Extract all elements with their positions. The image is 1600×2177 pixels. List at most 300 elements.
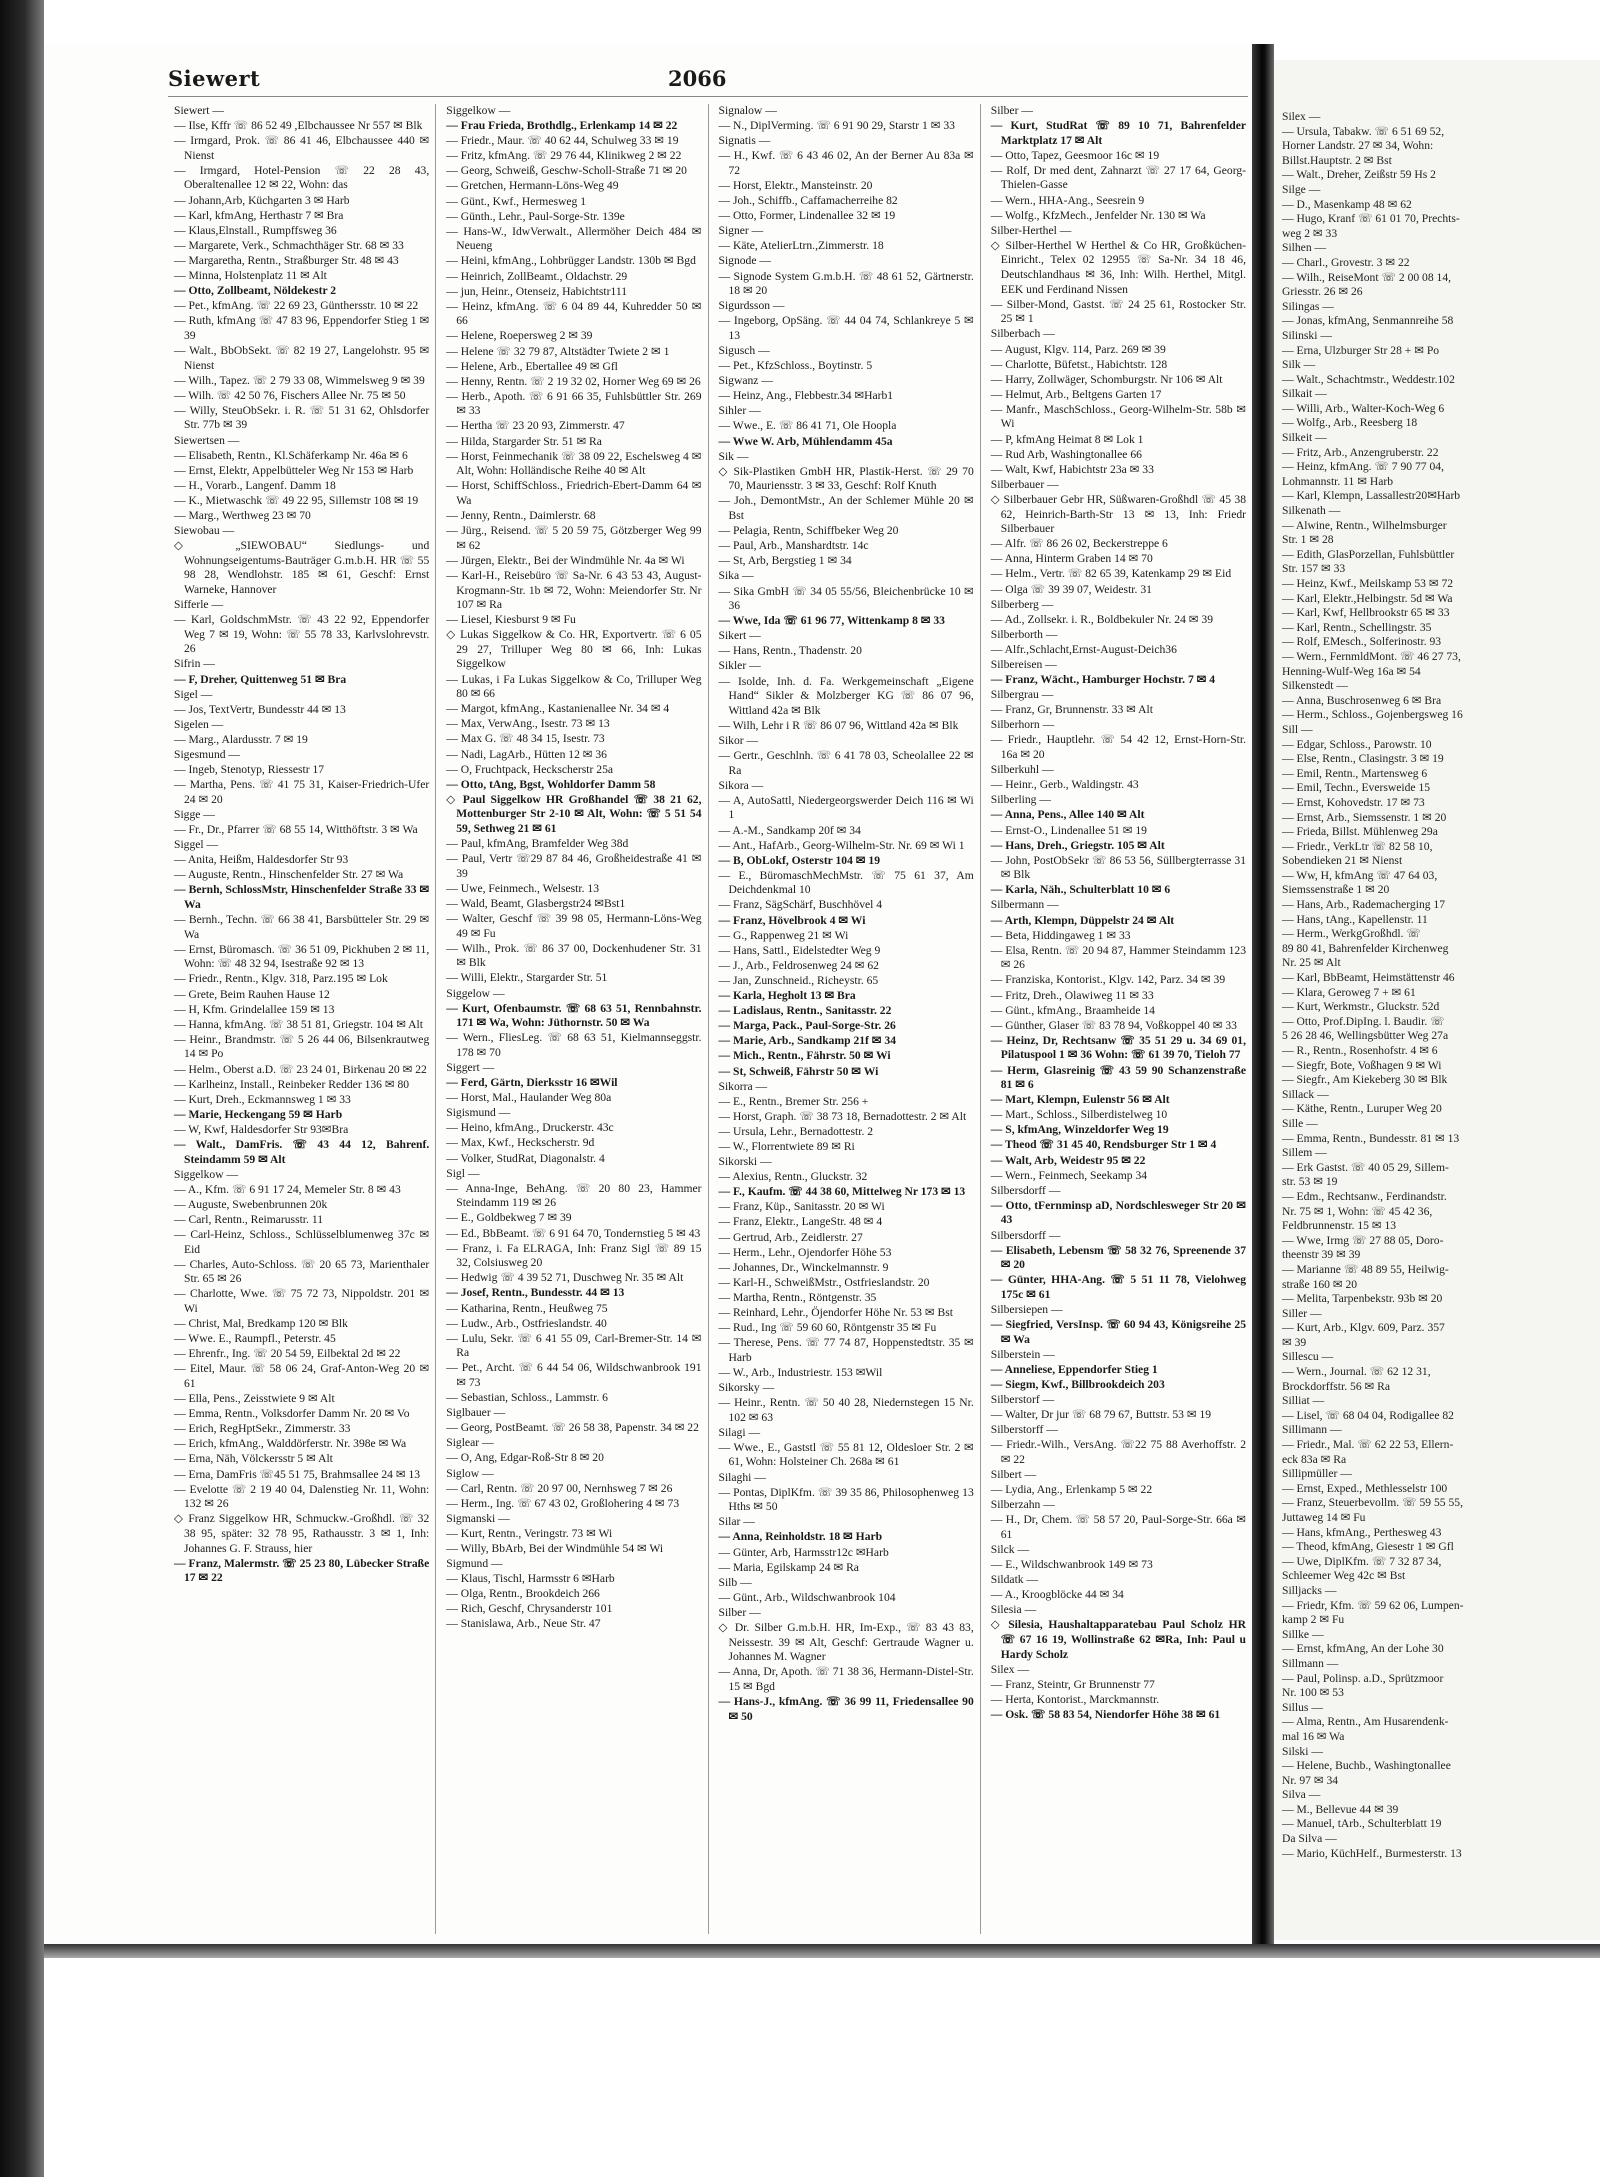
- surname-heading: Silberling —: [990, 793, 1051, 807]
- surname-heading: Sik —: [718, 449, 749, 463]
- surname-heading: Signalow —: [718, 104, 777, 117]
- directory-entry: — Rolf, Dr med dent, Zahnarzt ☏ 27 17 64, Georg-Thielen-Gasse: [990, 163, 1246, 192]
- surname-heading: Silber —: [718, 1605, 761, 1619]
- directory-entry: — Pontas, DiplKfm. ☏ 39 35 86, Philosophenweg 13 Hths ✉ 50: [718, 1485, 974, 1514]
- directory-entry: — Fritz, kfmAng. ☏ 29 76 44, Klinikweg 2 ✉ 22: [446, 149, 682, 163]
- directory-entry: — Bernh, SchlossMstr, Hinschenfelder Straße 33 ✉ Wa: [174, 883, 430, 911]
- directory-entry: — Max, Kwf., Heckscherstr. 9d: [446, 1136, 595, 1150]
- directory-entry: — H., Dr, Chem. ☏ 58 57 20, Paul-Sorge-Str. 66a ✉ 61: [990, 1513, 1246, 1541]
- surname-heading: Sifrin —: [174, 657, 215, 671]
- directory-entry: — Rud Arb, Washingtonallee 66: [990, 447, 1142, 461]
- directory-entry: — Bernh., Techn. ☏ 66 38 41, Barsbütteler Str. 29 ✉ Wa: [174, 913, 430, 941]
- facing-page-line: Silk —: [1282, 358, 1316, 372]
- directory-entry: — Nadi, LagArb., Hütten 12 ✉ 36: [446, 747, 607, 761]
- directory-entry: — jun, Heinr., Otenseiz, Habichtstr111: [446, 284, 627, 298]
- directory-entry: — Wwe., E. ☏ 86 41 71, Ole Hoopla: [718, 419, 897, 433]
- directory-entry: — Ladislaus, Rentn., Sanitasstr. 22: [718, 1004, 892, 1018]
- directory-entry: — Olga, Rentn., Brookdeich 266: [446, 1587, 600, 1601]
- directory-entry: — Jos, TextVertr, Bundesstr 44 ✉ 13: [174, 702, 346, 716]
- directory-entry: ◇ Paul Siggelkow HR Großhandel ☏ 38 21 62, Mottenburger Str 2-10 ✉ Alt, Wohn: ☏ 5 51 54 59, Sethweg 21 ✉ 61: [446, 792, 702, 835]
- directory-entry: — Walt, Arb, Weidestr 95 ✉ 22: [990, 1153, 1146, 1167]
- directory-entry: — Elisabeth, Lebensm ☏ 58 32 76, Spreenende 37 ✉ 20: [990, 1243, 1246, 1272]
- facing-page-line: Griesstr. 26 ✉ 26: [1282, 285, 1363, 299]
- directory-entry: — Fritz, Dreh., Olawiweg 11 ✉ 33: [990, 988, 1154, 1002]
- surname-heading: Siewert —: [174, 104, 224, 117]
- directory-entry: — Wwe, Ida ☏ 61 96 77, Wittenkamp 8 ✉ 33: [718, 614, 945, 628]
- directory-entry: — Horst, Feinmechanik ☏ 38 09 22, Eschelsweg 4 ✉ Alt, Wohn: Holländische Reihe 40 ✉ Alt: [446, 449, 702, 478]
- directory-entry: — Georg, PostBeamt. ☏ 26 58 38, Papenstr. 34 ✉ 22: [446, 1421, 699, 1435]
- facing-page-line: Sillimann —: [1282, 1423, 1342, 1437]
- facing-page-line: — Paul, Polinsp. a.D., Sprützmoor: [1282, 1671, 1444, 1685]
- facing-page-line: Billst.Hauptstr. 2 ✉ Bst: [1282, 153, 1392, 167]
- facing-page-line: — Ernst, Arb., Siemssenstr. 1 ✉ 20: [1282, 810, 1447, 824]
- surname-heading: Siggel —: [174, 838, 219, 852]
- facing-page-line: Sillmann —: [1282, 1656, 1339, 1670]
- surname-heading: Silex —: [990, 1662, 1030, 1676]
- directory-entry: — Eitel, Maur. ☏ 58 06 24, Graf-Anton-Weg 20 ✉ 61: [174, 1362, 430, 1390]
- surname-heading: Sihler —: [718, 404, 761, 418]
- directory-entry: — W., Florrentwiete 89 ✉ Ri: [718, 1139, 855, 1153]
- surname-heading: Siggert —: [446, 1061, 495, 1074]
- surname-heading: Sikora —: [718, 778, 764, 792]
- directory-entry: — Kurt, Ofenbaumstr. ☏ 68 63 51, Rennbahnstr. 171 ✉ Wa, Wohn: Jüthornstr. 50 ✉ Wa: [446, 1001, 702, 1030]
- directory-entry: — Alexius, Rentn., Gluckstr. 32: [718, 1170, 868, 1184]
- directory-entry: — Hans-W., IdwVerwalt., Allermöher Deich 484 ✉ Neueng: [446, 224, 702, 253]
- directory-entry: — Anneliese, Eppendorfer Stieg 1: [990, 1362, 1158, 1376]
- facing-page-line: Sillke —: [1282, 1627, 1324, 1641]
- facing-page-line: Horner Landstr. 27 ✉ 34, Wohn:: [1282, 139, 1434, 153]
- directory-entry: — Alfr. ☏ 86 26 02, Beckerstreppe 6: [990, 537, 1168, 551]
- facing-page-line: Silinski —: [1282, 328, 1332, 342]
- directory-entry: — Ella, Pens., Zeisstwiete 9 ✉ Alt: [174, 1392, 335, 1406]
- directory-entry: — Signode System G.m.b.H. ☏ 48 61 52, Gärtnerstr. 18 ✉ 20: [718, 269, 974, 298]
- facing-page-line: Sille —: [1282, 1116, 1318, 1130]
- directory-entry: — Karlheinz, Install., Reinbeker Redder 136 ✉ 80: [174, 1077, 410, 1091]
- directory-entry: — Margaretha, Rentn., Straßburger Str. 48 ✉ 43: [174, 253, 399, 267]
- facing-page-line: Silljacks —: [1282, 1583, 1337, 1597]
- facing-page-line: Sillipmüller —: [1282, 1467, 1352, 1481]
- directory-entry: — Hilda, Stargarder Str. 51 ✉ Ra: [446, 434, 602, 448]
- surname-heading: Silberborth —: [990, 627, 1058, 641]
- directory-entry: ◇ „SIEWOBAU“ Siedlungs- und Wohnungseigentums-Bauträger G.m.b.H. HR ☏ 55 98 28, Wendlohstr. 185 ✉ 61, Geschf: Ernst Warneke, Hannover: [174, 539, 430, 596]
- facing-page-line: — Herm., WerkgGroßhdl. ☏: [1282, 927, 1421, 941]
- directory-entry: ◇ Sik-Plastiken GmbH HR, Plastik-Herst. ☏ 29 70 70, Mauriensstr. 3 ✉ 33, Geschf: Rolf Knuth: [718, 464, 974, 493]
- directory-entry: — Therese, Pens. ☏ 77 74 87, Hoppenstedtstr. 35 ✉ Harb: [718, 1336, 974, 1364]
- facing-page-line: Silliat —: [1282, 1394, 1325, 1408]
- directory-entry: — Joh., Schiffb., Caffamacherreihe 82: [718, 194, 898, 208]
- facing-page-line: — Siegfr, Bote, Voßhagen 9 ✉ Wi: [1282, 1058, 1442, 1072]
- facing-page-line: Brockdorffstr. 56 ✉ Ra: [1282, 1379, 1391, 1393]
- directory-entry: — Friedr., Rentn., Klgv. 318, Parz.195 ✉ Lok: [174, 972, 388, 986]
- directory-entry: — Horst, Graph. ☏ 38 73 18, Bernadottestr. 2 ✉ Alt: [718, 1109, 967, 1123]
- facing-page-line: — Karl, BbBeamt, Heimstättenstr 46: [1282, 971, 1455, 985]
- directory-entry: — J., Arb., Feldrosenweg 24 ✉ 62: [718, 958, 879, 972]
- directory-entry: — Lukas, i Fa Lukas Siggelkow & Co, Trilluper Weg 80 ✉ 66: [446, 672, 702, 701]
- facing-page-line: ✉ 39: [1282, 1335, 1307, 1349]
- facing-page-line: Silingas —: [1282, 299, 1334, 313]
- facing-page-line: Silhen —: [1282, 241, 1327, 255]
- facing-page-line: mal 16 ✉ Wa: [1282, 1729, 1345, 1743]
- directory-entry: — A., Kroogblöcke 44 ✉ 34: [990, 1588, 1124, 1602]
- directory-entry: — Karl, GoldschmMstr. ☏ 43 22 92, Eppendorfer Weg 7 ✉ 19, Wohn: ☏ 55 78 33, Karlvslohrevstr. 26: [174, 613, 430, 656]
- directory-entry: — A, AutoSattl, Niedergeorgswerder Deich 116 ✉ Wi 1: [718, 793, 974, 822]
- directory-entry: — Silber-Mond, Gastst. ☏ 24 25 61, Rostocker Str. 25 ✉ 1: [990, 297, 1246, 326]
- facing-page-line: — Franz, Steuerbevollm. ☏ 59 55 55,: [1282, 1496, 1463, 1510]
- directory-entry: — Karl, kfmAng, Herthastr 7 ✉ Bra: [174, 208, 344, 222]
- directory-entry: — Beta, Hiddingaweg 1 ✉ 33: [990, 928, 1131, 942]
- directory-entry: — Charles, Auto-Schloss. ☏ 20 65 73, Marienthaler Str. 65 ✉ 26: [174, 1257, 430, 1286]
- facing-page-line: — Ernst, Exped., Methlesselstr 100: [1282, 1481, 1448, 1495]
- directory-entry: — Hans, Rentn., Thadenstr. 20: [718, 644, 862, 658]
- directory-entry: — Friedr.-Wilh., VersAng. ☏22 75 88 Averhoffstr. 2 ✉ 22: [990, 1438, 1246, 1466]
- facing-page-line: Sillescu —: [1282, 1350, 1334, 1364]
- facing-page-line: — Herm., Schloss., Gojenbergsweg 16: [1282, 708, 1463, 722]
- directory-entry: — Hans-J., kfmAng. ☏ 36 99 11, Friedensallee 90 ✉ 50: [718, 1694, 974, 1723]
- facing-page-line: — Karl, Rentn., Schellingstr. 35: [1282, 620, 1432, 634]
- header-rule: [168, 96, 1248, 97]
- facing-page-line: — Ernst, kfmAng, An der Lohe 30: [1282, 1642, 1444, 1656]
- directory-entry: — Liesel, Kiesburst 9 ✉ Fu: [446, 613, 576, 627]
- facing-page-line: — Karl, Kwf, Hellbrookstr 65 ✉ 33: [1282, 606, 1450, 620]
- directory-entry: — Ernst-O., Lindenallee 51 ✉ 19: [990, 823, 1147, 837]
- facing-page-line: Nr. 100 ✉ 53: [1282, 1686, 1344, 1700]
- surname-heading: Signode —: [718, 254, 771, 268]
- facing-page-line: Schleemer Weg 42c ✉ Bst: [1282, 1569, 1406, 1583]
- facing-page-line: — Hans, tAng., Kapellenstr. 11: [1282, 912, 1428, 926]
- facing-page-line: — Ursula, Tabakw. ☏ 6 51 69 52,: [1282, 124, 1445, 138]
- directory-entry: — St, Arb, Bergstieg 1 ✉ 34: [718, 554, 852, 568]
- facing-page-line: — Wilh., ReiseMont ☏ 2 00 08 14,: [1282, 270, 1452, 284]
- facing-page-line: — Kurt, Werkmstr., Gluckstr. 52d: [1282, 1000, 1440, 1014]
- directory-entry: — Maria, Egilskamp 24 ✉ Ra: [718, 1560, 859, 1574]
- directory-entry: — Karl-H., Reisebüro ☏ Sa-Nr. 6 43 53 43, August-Krogmann-Str. 1b ✉ 72, Wohn: Meiendorfer Str. Nr 107 ✉ Ra: [446, 568, 702, 612]
- facing-page-line: — Friedr., VerkLtr ☏ 82 58 10,: [1282, 839, 1433, 853]
- surname-heading: Sigmanski —: [446, 1511, 510, 1525]
- directory-entry: — Wern., FliesLeg. ☏ 68 63 51, Kielmannseggstr. 178 ✉ 70: [446, 1031, 702, 1059]
- directory-entry: — Theod ☏ 31 45 40, Rendsburger Str 1 ✉ 4: [990, 1138, 1217, 1152]
- directory-entry: — Wilh., Tapez. ☏ 2 79 33 08, Wimmelsweg 9 ✉ 39: [174, 373, 425, 387]
- facing-page-line: — Karl, Elektr.,Helbingstr. 5d ✉ Wa: [1282, 591, 1453, 605]
- directory-entry: — Joh., DemontMstr., An der Schlemer Mühle 20 ✉ Bst: [718, 494, 974, 523]
- facing-page-line: Henning-Wulf-Weg 16a ✉ 54: [1282, 664, 1421, 678]
- directory-entry: — Otto, Zollbeamt, Nöldekestr 2: [174, 284, 337, 298]
- facing-page-line: Feldbrunnenstr. 15 ✉ 13: [1282, 1219, 1397, 1233]
- directory-entry: — Anna-Inge, BehAng. ☏ 20 80 23, Hammer Steindamm 119 ✉ 26: [446, 1181, 702, 1210]
- directory-entry: — Marie, Arb., Sandkamp 21f ✉ 34: [718, 1034, 897, 1048]
- facing-page-line: — Hans, Arb., Rademacherging 17: [1282, 898, 1446, 912]
- facing-page-line: Sillem —: [1282, 1146, 1327, 1160]
- directory-entry: — Lulu, Sekr. ☏ 6 41 55 09, Carl-Bremer-Str. 14 ✉ Ra: [446, 1331, 702, 1360]
- directory-entry: — Friedr., Maur. ☏ 40 62 44, Schulweg 33 ✉ 19: [446, 134, 679, 148]
- surname-heading: Sildatk —: [990, 1573, 1039, 1587]
- directory-column-1: [168, 104, 436, 1934]
- facing-page-line: — Mario, KüchHelf., Burmesterstr. 13: [1282, 1846, 1462, 1860]
- directory-entry: — Klaus,Elnstall., Rumpffsweg 36: [174, 223, 337, 237]
- directory-entry: — Siegfried, VersInsp. ☏ 60 94 43, Königsreihe 25 ✉ Wa: [990, 1318, 1246, 1346]
- directory-entry: — B, ObLokf, Osterstr 104 ✉ 19: [718, 853, 881, 867]
- directory-entry: — Karl-H., SchweißMstr., Ostfrieslandstr. 20: [718, 1275, 930, 1289]
- directory-entry: — Willi, Elektr., Stargarder Str. 51: [446, 971, 608, 985]
- directory-entry: — Karla, Näh., Schulterblatt 10 ✉ 6: [990, 883, 1171, 897]
- facing-page-line: — Karl, Klempn, Lassallestr20✉Harb: [1282, 489, 1461, 503]
- directory-entry: — Jürg., Reisend. ☏ 5 20 59 75, Götzberger Weg 99 ✉ 62: [446, 524, 702, 552]
- directory-entry: — Carl, Rentn., Reimarusstr. 11: [174, 1212, 323, 1226]
- facing-page-line: Nr. 75 ✉ 1, Wohn: ☏ 45 42 36,: [1282, 1204, 1433, 1218]
- directory-entry: — Marg., Alardusstr. 7 ✉ 19: [174, 732, 308, 746]
- directory-entry: — Gertr., Geschlnh. ☏ 6 41 78 03, Scheolallee 22 ✉ Ra: [718, 749, 974, 777]
- facing-page-line: theenstr 39 ✉ 39: [1282, 1248, 1361, 1262]
- directory-entry: — E., Goldbekweg 7 ✉ 39: [446, 1211, 572, 1225]
- directory-entry: — Ursula, Lehr., Bernadottestr. 2: [718, 1124, 874, 1138]
- directory-entry: — W, Kwf, Haldesdorfer Str 93✉Bra: [174, 1122, 349, 1136]
- directory-entry: — Günth., Lehr., Paul-Sorge-Str. 139e: [446, 209, 625, 223]
- facing-page-line: — Edm., Rechtsanw., Ferdinandstr.: [1282, 1189, 1447, 1203]
- facing-page-line: — Friedr., Mal. ☏ 62 22 53, Ellern-: [1282, 1438, 1454, 1452]
- directory-entry: — John, PostObSekr ☏ 86 53 56, Süllbergterrasse 31 ✉ Blk: [990, 853, 1246, 882]
- directory-entry: — Hans, Sattl., Eidelstedter Weg 9: [718, 943, 881, 957]
- facing-page-line: eck 83a ✉ Ra: [1282, 1452, 1347, 1466]
- facing-page-line: Sill —: [1282, 722, 1313, 736]
- facing-page-line: Silski —: [1282, 1744, 1323, 1758]
- directory-entry: — Minna, Holstenplatz 11 ✉ Alt: [174, 269, 327, 283]
- directory-entry: — Franz, Wächt., Hamburger Hochstr. 7 ✉ 4: [990, 673, 1216, 687]
- facing-page-line: — Erna, Ulzburger Str 28 + ✉ Po: [1282, 343, 1440, 357]
- directory-entry: — Harry, Zollwäger, Schomburgstr. Nr 106 ✉ Alt: [990, 372, 1223, 386]
- directory-entry: — Fr., Dr., Pfarrer ☏ 68 55 14, Witthöftstr. 3 ✉ Wa: [174, 823, 418, 836]
- surname-heading: Sikorra —: [718, 1079, 768, 1093]
- facing-page-line: — Siegfr., Am Kiekeberg 30 ✉ Blk: [1282, 1073, 1448, 1087]
- facing-page-line: 5 26 28 46, Wellingsbütter Weg 27a: [1282, 1029, 1449, 1043]
- surname-heading: Silberstorff —: [990, 1423, 1058, 1437]
- surname-heading: Sigesmund —: [174, 748, 241, 762]
- facing-page-line: — Erk Gastst. ☏ 40 05 29, Sillem-: [1282, 1160, 1449, 1174]
- directory-entry: — Erich, kfmAng., Walddörferstr. Nr. 398e ✉ Wa: [174, 1437, 407, 1451]
- directory-entry: — Jan, Zunschneid., Richeystr. 65: [718, 973, 879, 987]
- directory-entry: — Erna, Näh, Völckersstr 5 ✉ Alt: [174, 1452, 333, 1466]
- directory-entry: — Franz, Hövelbrook 4 ✉ Wi: [718, 913, 866, 927]
- directory-entry: — Charlotte, Wwe. ☏ 75 72 73, Nippoldstr. 201 ✉ Wi: [174, 1287, 430, 1315]
- facing-page-line: Sillack —: [1282, 1087, 1329, 1101]
- surname-heading: Silberkuhl —: [990, 763, 1054, 777]
- directory-entry: — Franz, Steintr, Gr Brunnenstr 77: [990, 1677, 1155, 1691]
- surname-heading: Sigl —: [446, 1166, 480, 1180]
- facing-page-line: — Wwe, Irmg ☏ 27 88 05, Doro-: [1282, 1233, 1444, 1247]
- facing-page-line: — Edith, GlasPorzellan, Fuhlsbüttler: [1282, 547, 1455, 561]
- directory-entry: — Paul, kfmAng, Bramfelder Weg 38d: [446, 837, 629, 851]
- directory-entry: — Otto, Former, Lindenallee 32 ✉ 19: [718, 209, 896, 223]
- surname-heading: Sika —: [718, 569, 754, 583]
- directory-entry: — Martha, Pens. ☏ 41 75 31, Kaiser-Friedrich-Ufer 24 ✉ 20: [174, 778, 430, 806]
- directory-entry: — P, kfmAng Heimat 8 ✉ Lok 1: [990, 432, 1144, 446]
- directory-entry: — Ernst, Büromasch. ☏ 36 51 09, Pickhuben 2 ✉ 11, Wohn: ☏ 48 32 94, Isestraße 92 ✉ 13: [174, 942, 430, 971]
- facing-page-line: — Heinz, kfmAng. ☏ 7 90 77 04,: [1282, 460, 1444, 474]
- facing-page-column: [1282, 110, 1600, 1861]
- facing-page-line: — Emil, Techn., Eversweide 15: [1282, 781, 1431, 795]
- directory-entry: — Erna, DamFris ☏45 51 75, Brahmsallee 24 ✉ 13: [174, 1467, 421, 1481]
- facing-page-line: Nr. 25 ✉ Alt: [1282, 956, 1341, 970]
- directory-entry: — Mart., Schloss., Silberdistelweg 10: [990, 1108, 1168, 1122]
- facing-page-line: — Lisel, ☏ 68 04 04, Rodigallee 82: [1282, 1408, 1454, 1422]
- directory-entry: — Franz, Gr, Brunnenstr. 33 ✉ Alt: [990, 703, 1153, 717]
- facing-page-line: — Heinz, Kwf., Meilskamp 53 ✉ 72: [1282, 577, 1454, 590]
- directory-entry: — Gertrud, Arb., Zeidlerstr. 27: [718, 1230, 863, 1244]
- facing-page-line: — Jonas, kfmAng, Senmannreihe 58: [1282, 314, 1454, 328]
- facing-page-line: — M., Bellevue 44 ✉ 39: [1282, 1802, 1399, 1816]
- directory-entry: ◇ Silber-Herthel W Herthel & Co HR, Großküchen-Einricht., Telex 02 12955 ☏ Sa-Nr. 34 18 46, Deutschlandhaus ✉ 36, Inh: Wilh. Herthel, Mitgl. EEK und Ferdinand Nissen: [990, 238, 1246, 296]
- facing-page-line: — D., Masenkamp 48 ✉ 62: [1282, 197, 1412, 211]
- directory-entry: — Herb., Apoth. ☏ 6 91 66 35, Fuhlsbüttler Str. 269 ✉ 33: [446, 389, 702, 418]
- directory-entry: — Ilse, Kffr ☏ 86 52 49 ,Elbchaussee Nr 557 ✉ Blk: [174, 119, 423, 133]
- surname-heading: Silesia —: [990, 1603, 1037, 1617]
- directory-entry: — Marie, Heckengang 59 ✉ Harb: [174, 1107, 343, 1121]
- surname-heading: Silck —: [990, 1543, 1030, 1556]
- directory-entry: — Evelotte ☏ 2 19 40 04, Dalenstieg Nr. 11, Wohn: 132 ✉ 26: [174, 1482, 430, 1511]
- directory-entry: — Manfr., MaschSchloss., Georg-Wilhelm-Str. 58b ✉ Wi: [990, 402, 1246, 431]
- page-gutter: [1252, 44, 1274, 1944]
- surname-heading: Siggelkow —: [446, 104, 511, 117]
- directory-entry: — Wald, Beamt, Glasbergstr24 ✉Bst1: [446, 896, 626, 910]
- facing-page-line: Str. 1 ✉ 28: [1282, 533, 1334, 547]
- directory-entry: — Wern., Feinmech, Seekamp 34: [990, 1168, 1148, 1182]
- directory-entry: — Anna, Pens., Allee 140 ✉ Alt: [990, 808, 1145, 822]
- directory-entry: — Marg., Werthweg 23 ✉ 70: [174, 509, 311, 523]
- facing-page-line: Silge —: [1282, 182, 1321, 196]
- directory-entry: — Frau Frieda, Brothdlg., Erlenkamp 14 ✉ 22: [446, 119, 678, 133]
- directory-entry: — Uwe, Feinmech., Welsestr. 13: [446, 881, 600, 895]
- facing-page-line: — Uwe, DiplKfm. ☏ 7 32 87 34,: [1282, 1554, 1442, 1568]
- directory-entry: — Heinrich, ZollBeamt., Oldachstr. 29: [446, 269, 628, 283]
- surname-heading: Silagi —: [718, 1425, 761, 1439]
- directory-entry: ◇ Lukas Siggelkow & Co. HR, Exportvertr. ☏ 6 05 29 27, Trilluper Weg 80 ✉ 66, Inh: Lukas Siggelkow: [446, 628, 702, 671]
- directory-entry: — Wilh., Prok. ☏ 86 37 00, Dockenhudener Str. 31 ✉ Blk: [446, 941, 702, 970]
- directory-entry: — Anita, Heißm, Haldesdorfer Str 93: [174, 853, 349, 867]
- facing-page-line: Siemssenstraße 1 ✉ 20: [1282, 883, 1390, 897]
- surname-heading: Siewobau —: [174, 524, 235, 538]
- facing-page-line: — Willi, Arb., Walter-Koch-Weg 6: [1282, 401, 1445, 415]
- directory-entry: — Olga ☏ 39 39 07, Weidestr. 31: [990, 582, 1152, 596]
- directory-entry: — Franz, SägSchärf, Buschhövel 4: [718, 898, 883, 912]
- surname-heading: Sigel —: [174, 687, 213, 701]
- directory-entry: — Sika GmbH ☏ 34 05 55/56, Bleichenbrücke 10 ✉ 36: [718, 584, 974, 613]
- facing-page-line: Silva —: [1282, 1788, 1321, 1802]
- directory-entry: — Auguste, Swebenbrunnen 20k: [174, 1197, 328, 1211]
- directory-entry: — St, Schweiß, Fährstr 50 ✉ Wi: [718, 1064, 879, 1078]
- surname-heading: Sikler —: [718, 659, 761, 673]
- directory-entry: — Günt., Kwf., Hermesweg 1: [446, 194, 586, 208]
- surname-heading: Silb —: [718, 1575, 752, 1589]
- directory-entry: — Helm., Oberst a.D. ☏ 23 24 01, Birkenau 20 ✉ 22: [174, 1062, 427, 1076]
- facing-page-line: — Ww, H, kfmAng ☏ 47 64 03,: [1282, 868, 1438, 882]
- directory-entry: — O, Ang, Edgar-Roß-Str 8 ✉ 20: [446, 1451, 604, 1465]
- surname-heading: Silbert —: [990, 1468, 1037, 1482]
- directory-entry: — Käte, AtelierLtrn.,Zimmerstr. 18: [718, 239, 884, 253]
- directory-entry: — Klaus, Tischl, Harmsstr 6 ✉Harb: [446, 1572, 615, 1586]
- directory-entry: — Otto, Tapez, Geesmoor 16c ✉ 19: [990, 148, 1160, 162]
- directory-entry: — Marga, Pack., Paul-Sorge-Str. 26: [718, 1019, 896, 1033]
- directory-entry: — Grete, Beim Rauhen Hause 12: [174, 987, 330, 1001]
- surname-heading: Signatis —: [718, 134, 771, 148]
- directory-entry: — Mich., Rentn., Fährstr. 50 ✉ Wi: [718, 1049, 891, 1063]
- directory-column-2: [440, 104, 708, 1934]
- directory-entry: — Heinr., Rentn. ☏ 50 40 28, Niedernstegen 15 Nr. 102 ✉ 63: [718, 1396, 974, 1424]
- directory-entry: — Pet., kfmAng. ☏ 22 69 23, Günthersstr. 10 ✉ 22: [174, 299, 419, 313]
- directory-entry: — Margot, kfmAng., Kastanienallee Nr. 34 ✉ 4: [446, 702, 670, 716]
- directory-entry: ◇ Dr. Silber G.m.b.H. HR, Im-Exp., ☏ 83 43 83, Neissestr. 39 ✉ Alt, Geschf: Gertraude Wagner u. Johannes M. Wagner: [718, 1620, 974, 1664]
- surname-heading: Silberzahn —: [990, 1498, 1055, 1512]
- directory-entry: — Helm., Vertr. ☏ 82 65 39, Katenkamp 29 ✉ Eid: [990, 567, 1232, 581]
- facing-page-line: Str. 157 ✉ 33: [1282, 562, 1346, 576]
- facing-page-line: Da Silva —: [1282, 1832, 1337, 1846]
- directory-entry: — E., BüromaschMechMstr. ☏ 75 61 37, Am Deichdenkmal 10: [718, 868, 974, 897]
- facing-page-line: — Manuel, tArb., Schulterblatt 19: [1282, 1817, 1442, 1831]
- directory-entry: — Herm, Glasreinig ☏ 43 59 90 Schanzenstraße 81 ✉ 6: [990, 1063, 1246, 1092]
- directory-entry: — E., Wildschwanbrook 149 ✉ 73: [990, 1558, 1153, 1572]
- facing-page-line: Siller —: [1282, 1306, 1322, 1320]
- directory-entry: — Walter, Dr jur ☏ 68 79 67, Buttstr. 53 ✉ 19: [990, 1408, 1212, 1422]
- directory-entry: — Otto, tAng, Bgst, Wohldorfer Damm 58: [446, 777, 656, 791]
- surname-heading: Siglbauer —: [446, 1406, 506, 1420]
- facing-page-line: — Käthe, Rentn., Luruper Weg 20: [1282, 1102, 1442, 1116]
- facing-page-line: — Frieda, Billst. Mühlenweg 29a: [1282, 825, 1438, 839]
- directory-entry: — Lydia, Ang., Erlenkamp 5 ✉ 22: [990, 1483, 1153, 1497]
- surname-heading: Silberstorf —: [990, 1393, 1055, 1407]
- directory-entry: — Walter, Geschf ☏ 39 98 05, Hermann-Löns-Weg 49 ✉ Fu: [446, 912, 702, 940]
- directory-entry: — Henny, Rentn. ☏ 2 19 32 02, Horner Weg 69 ✉ 26: [446, 374, 701, 388]
- facing-page-line: Juttaweg 14 ✉ Fu: [1282, 1511, 1366, 1524]
- directory-entry: — Herm., Lehr., Ojendorfer Höhe 53: [718, 1245, 892, 1259]
- directory-entry: — Jenny, Rentn., Daimlerstr. 68: [446, 509, 596, 523]
- facing-page-line: — Fritz, Arb., Anzengruberstr. 22: [1282, 445, 1439, 459]
- directory-entry: — Mart, Klempn, Eulenstr 56 ✉ Alt: [990, 1093, 1170, 1107]
- facing-page-line: 89 80 41, Bahrenfelder Kirchenweg: [1282, 941, 1449, 955]
- facing-page-line: — Alma, Rentn., Am Husarendenk-: [1282, 1715, 1449, 1729]
- directory-entry: — Helene ☏ 32 79 87, Altstädter Twiete 2 ✉ 1: [446, 344, 670, 358]
- facing-page-line: — Ernst, Kohovedstr. 17 ✉ 73: [1282, 795, 1425, 809]
- facing-page-line: Nr. 97 ✉ 34: [1282, 1773, 1339, 1787]
- directory-entry: — Georg, Schweiß, Geschw-Scholl-Straße 71 ✉ 20: [446, 164, 687, 178]
- facing-page-line: — Charl., Grovestr. 3 ✉ 22: [1282, 255, 1410, 269]
- facing-page-line: Silkait —: [1282, 387, 1327, 401]
- surname-heading: Sigwanz —: [718, 374, 773, 388]
- directory-entry: — Walt., DamFris. ☏ 43 44 12, Bahrenf. Steindamm 59 ✉ Alt: [174, 1137, 430, 1166]
- directory-entry: — Irmgard, Prok. ☏ 86 41 46, Elbchaussee 440 ✉ Nienst: [174, 134, 430, 162]
- surname-heading: Silberhorn —: [990, 718, 1055, 732]
- directory-entry: — H., Kwf. ☏ 6 43 46 02, An der Berner Au 83a ✉ 72: [718, 149, 974, 177]
- directory-entry: — Ferd, Gärtn, Dierksstr 16 ✉Wil: [446, 1076, 618, 1090]
- directory-entry: — August, Klgv. 114, Parz. 269 ✉ 39: [990, 342, 1166, 356]
- directory-entry: — Anna, Reinholdstr. 18 ✉ Harb: [718, 1530, 883, 1544]
- surname-heading: Signer —: [718, 224, 764, 238]
- directory-entry: — Willy, SteuObSekr. i. R. ☏ 51 31 62, Ohlsdorfer Str. 77b ✉ 39: [174, 403, 430, 432]
- facing-page-line: — Theod, kfmAng, Giesestr 1 ✉ Gfl: [1282, 1540, 1454, 1554]
- directory-entry: — Otto, tFernminsp aD, Nordschlesweger Str 20 ✉ 43: [990, 1198, 1246, 1227]
- directory-entry: — Elsa, Rentn. ☏ 20 94 87, Hammer Steindamm 123 ✉ 26: [990, 943, 1246, 972]
- directory-entry: — Ludw., Arb., Ostfrieslandstr. 40: [446, 1316, 607, 1330]
- directory-columns: [168, 104, 1252, 1934]
- surname-heading: Silbermann —: [990, 898, 1059, 912]
- directory-entry: — Christ, Mal, Bredkamp 120 ✉ Blk: [174, 1317, 348, 1331]
- directory-entry: — Josef, Rentn., Bundesstr. 44 ✉ 13: [446, 1286, 625, 1300]
- facing-page-line: — Hugo, Kranf ☏ 61 01 70, Prechts-: [1282, 212, 1460, 226]
- surname-heading: Silberbach —: [990, 327, 1055, 341]
- directory-entry: — Friedr., Hauptlehr. ☏ 54 42 12, Ernst-Horn-Str. 16a ✉ 20: [990, 733, 1246, 762]
- directory-entry: — A., Kfm. ☏ 6 91 17 24, Memeler Str. 8 ✉ 43: [174, 1182, 401, 1196]
- facing-page-line: weg 2 ✉ 33: [1282, 226, 1338, 240]
- directory-entry: — Heini, kfmAng., Lohbrügger Landstr. 130b ✉ Bgd: [446, 254, 696, 268]
- directory-entry: — Paul, Arb., Manshardtstr. 14c: [718, 539, 869, 553]
- directory-entry: — Margarete, Verk., Schmachthäger Str. 68 ✉ 33: [174, 238, 404, 252]
- facing-page-line: — Klara, Geroweg 7 + ✉ 61: [1282, 985, 1416, 999]
